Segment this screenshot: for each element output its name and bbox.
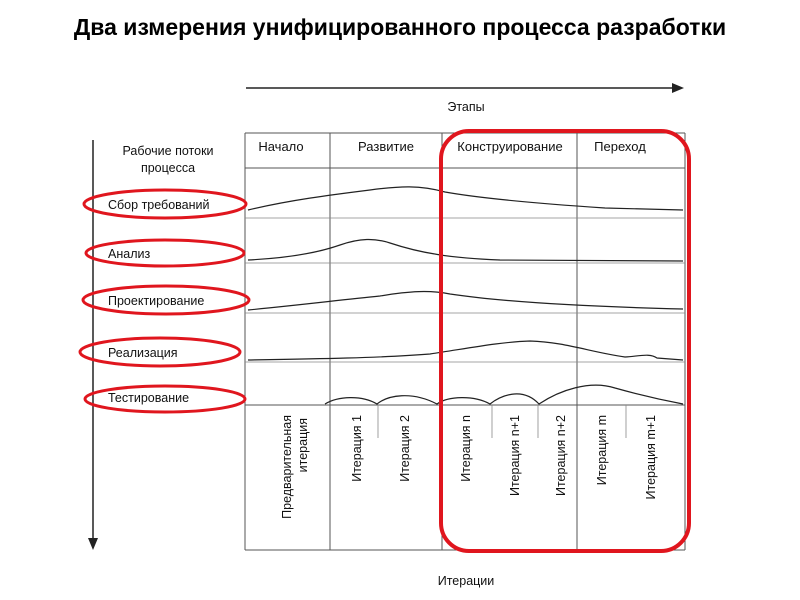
workflow-label-requirements: Сбор требований [108,198,210,212]
hump-implementation [248,341,683,360]
workflows-header-line-1: Рабочие потоки [122,144,214,158]
iteration-label-n-plus-2: Итерация n+2 [554,415,568,497]
phase-label-construction: Конструирование [457,139,563,154]
workflow-label-design: Проектирование [108,294,205,308]
phases-axis-arrow [246,83,684,93]
iteration-separators [378,405,626,438]
hump-requirements [248,187,683,210]
phase-label-elaboration: Развитие [358,139,414,154]
phases-axis-label: Этапы [447,100,485,114]
iteration-label-2: Итерация 2 [398,415,412,482]
slide-title: Два измерения унифицированного процесса разработки [73,14,727,40]
iteration-label-1: Итерация 1 [350,415,364,482]
iterations-axis-label: Итерации [437,574,495,588]
iteration-label-m-plus-1: Итерация m+1 [644,415,658,500]
workflow-label-testing: Тестирование [108,391,190,405]
iteration-label-preliminary-2: итерация [296,418,310,473]
hump-testing [325,385,683,404]
iteration-label-m: Итерация m [595,415,609,486]
phase-label-inception: Начало [258,139,304,154]
phase-label-transition: Переход [594,139,646,154]
iteration-label-preliminary-1: Предварительная [280,415,294,519]
iteration-label-n-plus-1: Итерация n+1 [508,415,522,497]
hump-analysis [248,239,683,261]
hump-design [248,292,683,310]
workflows-header-line-2: процесса [140,161,196,175]
workflow-label-analysis: Анализ [108,247,151,261]
iteration-label-n: Итерация n [459,415,473,482]
workflow-label-implementation: Реализация [108,346,178,360]
